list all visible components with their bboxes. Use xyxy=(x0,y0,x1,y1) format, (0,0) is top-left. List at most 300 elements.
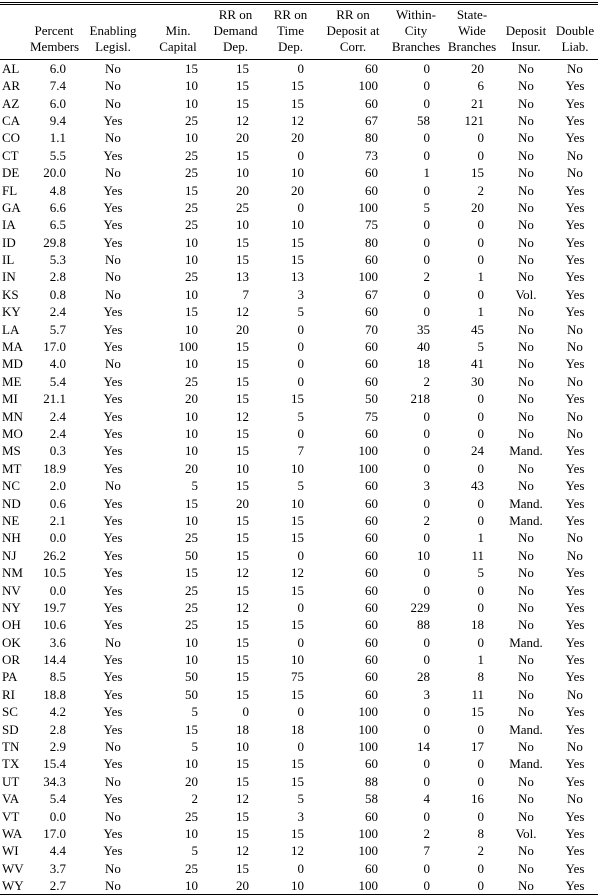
state-wide-cell: 20 xyxy=(471,199,484,215)
percent-members-cell: 19.7 xyxy=(43,599,66,615)
min-capital-cell: 25 xyxy=(185,860,198,876)
rr-demand-cell: 15 xyxy=(236,808,249,824)
deposit-insur-cell: No xyxy=(518,808,534,824)
deposit-insur-cell: Vol. xyxy=(515,825,537,841)
double-liab-cell: Yes xyxy=(565,512,585,528)
enabling-legisl-cell: No xyxy=(105,356,121,372)
state-wide-cell: 21 xyxy=(471,95,484,111)
percent-members-cell: 4.2 xyxy=(49,704,66,720)
state-cell: MD xyxy=(2,356,23,372)
rr-time-cell: 10 xyxy=(291,652,304,668)
rr-corr-cell: 60 xyxy=(365,582,378,598)
state-wide-cell: 1 xyxy=(477,530,484,546)
percent-members-cell: 17.0 xyxy=(43,825,66,841)
rr-time-cell: 15 xyxy=(291,582,304,598)
table-body xyxy=(0,60,598,895)
state-cell: PA xyxy=(2,669,18,685)
rr-time-cell: 0 xyxy=(297,61,304,76)
percent-members-cell: 6.5 xyxy=(49,217,66,233)
rr-corr-cell: 60 xyxy=(365,165,378,181)
within-city-cell: 0 xyxy=(423,217,430,233)
within-city-cell: 0 xyxy=(423,182,430,198)
enabling-legisl-cell: No xyxy=(105,739,121,755)
rr-demand-cell: 15 xyxy=(236,547,249,563)
rr-demand-cell: 12 xyxy=(236,599,249,615)
column-header-rr-corr xyxy=(318,4,388,60)
rr-time-cell: 0 xyxy=(297,339,304,355)
table-row xyxy=(0,634,598,651)
column-header-line: Branches xyxy=(447,39,497,54)
rr-time-cell: 10 xyxy=(291,495,304,511)
column-header-line: Branches xyxy=(391,39,441,54)
state-wide-cell: 2 xyxy=(477,182,484,198)
rr-demand-cell: 15 xyxy=(236,234,249,250)
enabling-legisl-cell: No xyxy=(105,78,121,94)
rr-demand-cell: 15 xyxy=(236,669,249,685)
column-header-state xyxy=(0,4,30,60)
within-city-cell: 3 xyxy=(423,686,430,702)
table-row xyxy=(0,460,598,477)
double-liab-cell: Yes xyxy=(565,704,585,720)
percent-members-cell: 18.8 xyxy=(43,686,66,702)
deposit-insur-cell: Mand. xyxy=(509,443,543,459)
rr-time-cell: 0 xyxy=(297,704,304,720)
double-liab-cell: Yes xyxy=(565,825,585,841)
rr-corr-cell: 100 xyxy=(358,269,378,285)
percent-members-cell: 3.7 xyxy=(49,860,66,876)
state-wide-cell: 15 xyxy=(471,165,484,181)
rr-corr-cell: 67 xyxy=(365,112,378,128)
min-capital-cell: 25 xyxy=(185,582,198,598)
percent-members-cell: 34.3 xyxy=(43,773,66,789)
table-row xyxy=(0,129,598,146)
state-cell: TX xyxy=(2,756,20,772)
rr-demand-cell: 15 xyxy=(236,756,249,772)
enabling-legisl-cell: Yes xyxy=(103,234,123,250)
state-wide-cell: 0 xyxy=(477,808,484,824)
deposit-insur-cell: No xyxy=(518,165,534,181)
deposit-insur-cell: No xyxy=(518,617,534,633)
rr-corr-cell: 100 xyxy=(358,460,378,476)
state-cell: MO xyxy=(2,426,23,441)
percent-members-cell: 5.5 xyxy=(49,147,66,163)
state-wide-cell: 2 xyxy=(477,843,484,859)
rr-corr-cell: 60 xyxy=(365,495,378,511)
percent-members-cell: 10.6 xyxy=(43,617,66,633)
table-row xyxy=(0,651,598,668)
percent-members-cell: 2.8 xyxy=(49,269,66,285)
rr-demand-cell: 15 xyxy=(236,443,249,459)
table-row xyxy=(0,338,598,355)
min-capital-cell: 25 xyxy=(185,530,198,546)
within-city-cell: 14 xyxy=(417,739,430,755)
within-city-cell: 40 xyxy=(417,339,430,355)
rr-demand-cell: 12 xyxy=(236,304,249,320)
rr-time-cell: 5 xyxy=(297,304,304,320)
rr-time-cell: 12 xyxy=(291,565,304,581)
enabling-legisl-cell: No xyxy=(105,269,121,285)
state-cell: VT xyxy=(2,808,20,824)
percent-members-cell: 15.4 xyxy=(43,756,66,772)
within-city-cell: 88 xyxy=(417,617,430,633)
rr-demand-cell: 15 xyxy=(236,252,249,268)
table-row xyxy=(0,529,598,546)
deposit-insur-cell: No xyxy=(518,478,534,494)
rr-demand-cell: 15 xyxy=(236,860,249,876)
table-row xyxy=(0,234,598,251)
rr-corr-cell: 60 xyxy=(365,530,378,546)
table-row xyxy=(0,199,598,216)
column-header-line: Capital xyxy=(159,39,197,54)
rr-demand-cell: 10 xyxy=(236,165,249,181)
deposit-insur-cell: No xyxy=(518,199,534,215)
column-header-line: RR on xyxy=(336,7,370,22)
table-row xyxy=(0,877,598,895)
rr-demand-cell: 7 xyxy=(242,286,249,302)
percent-members-cell: 5.3 xyxy=(49,252,66,268)
deposit-insur-cell: No xyxy=(518,547,534,563)
deposit-insur-cell: No xyxy=(518,391,534,407)
rr-time-cell: 0 xyxy=(297,356,304,372)
column-header-enabling-legisl xyxy=(78,4,148,60)
deposit-insur-cell: No xyxy=(518,791,534,807)
double-liab-cell: Yes xyxy=(565,756,585,772)
min-capital-cell: 25 xyxy=(185,217,198,233)
double-liab-cell: Yes xyxy=(565,843,585,859)
enabling-legisl-cell: Yes xyxy=(103,512,123,528)
min-capital-cell: 10 xyxy=(185,408,198,424)
rr-time-cell: 15 xyxy=(291,252,304,268)
rr-corr-cell: 100 xyxy=(358,843,378,859)
percent-members-cell: 6.0 xyxy=(49,61,66,76)
rr-demand-cell: 18 xyxy=(236,721,249,737)
table-row xyxy=(0,564,598,581)
deposit-insur-cell: No xyxy=(518,61,534,76)
min-capital-cell: 15 xyxy=(185,495,198,511)
within-city-cell: 2 xyxy=(423,269,430,285)
rr-demand-cell: 12 xyxy=(236,791,249,807)
state-cell: FL xyxy=(2,182,18,198)
state-wide-cell: 0 xyxy=(477,721,484,737)
rr-corr-cell: 60 xyxy=(365,599,378,615)
min-capital-cell: 20 xyxy=(185,391,198,407)
column-header-rr-time xyxy=(263,4,318,60)
table-row xyxy=(0,77,598,94)
state-cell: NH xyxy=(2,530,21,546)
percent-members-cell: 1.1 xyxy=(49,130,66,146)
percent-members-cell: 2.7 xyxy=(49,877,66,893)
rr-corr-cell: 60 xyxy=(365,756,378,772)
rr-time-cell: 20 xyxy=(291,182,304,198)
rr-demand-cell: 15 xyxy=(236,478,249,494)
table-row xyxy=(0,842,598,859)
rr-corr-cell: 60 xyxy=(365,652,378,668)
within-city-cell: 0 xyxy=(423,286,430,302)
rr-corr-cell: 60 xyxy=(365,252,378,268)
rr-corr-cell: 60 xyxy=(365,426,378,441)
column-header-line: Percent xyxy=(34,23,74,38)
within-city-cell: 3 xyxy=(423,478,430,494)
column-header-within-city xyxy=(388,4,444,60)
min-capital-cell: 20 xyxy=(185,460,198,476)
rr-time-cell: 0 xyxy=(297,739,304,755)
double-liab-cell: Yes xyxy=(565,860,585,876)
table-row xyxy=(0,425,598,442)
deposit-insur-cell: No xyxy=(518,217,534,233)
rr-demand-cell: 15 xyxy=(236,634,249,650)
min-capital-cell: 5 xyxy=(191,478,198,494)
within-city-cell: 0 xyxy=(423,773,430,789)
rr-corr-cell: 60 xyxy=(365,565,378,581)
enabling-legisl-cell: Yes xyxy=(103,217,123,233)
rr-demand-cell: 13 xyxy=(236,269,249,285)
rr-time-cell: 12 xyxy=(291,843,304,859)
percent-members-cell: 29.8 xyxy=(43,234,66,250)
state-wide-cell: 0 xyxy=(477,582,484,598)
within-city-cell: 0 xyxy=(423,565,430,581)
enabling-legisl-cell: Yes xyxy=(103,843,123,859)
rr-corr-cell: 58 xyxy=(365,791,378,807)
column-header-line: Wide xyxy=(458,23,486,38)
state-cell: NE xyxy=(2,512,20,528)
column-header-min-capital xyxy=(148,4,208,60)
table-row xyxy=(0,738,598,755)
rr-corr-cell: 88 xyxy=(365,773,378,789)
within-city-cell: 18 xyxy=(417,356,430,372)
column-header-state-wide xyxy=(444,4,500,60)
rr-time-cell: 15 xyxy=(291,756,304,772)
double-liab-cell: Yes xyxy=(565,356,585,372)
percent-members-cell: 0.0 xyxy=(49,530,66,546)
state-wide-cell: 1 xyxy=(477,269,484,285)
min-capital-cell: 15 xyxy=(185,721,198,737)
rr-corr-cell: 60 xyxy=(365,356,378,372)
double-liab-cell: Yes xyxy=(565,773,585,789)
rr-demand-cell: 15 xyxy=(236,773,249,789)
double-liab-cell: No xyxy=(567,547,583,563)
table-row xyxy=(0,825,598,842)
table-row xyxy=(0,494,598,511)
deposit-insur-cell: No xyxy=(518,112,534,128)
rr-time-cell: 12 xyxy=(291,112,304,128)
enabling-legisl-cell: Yes xyxy=(103,112,123,128)
enabling-legisl-cell: Yes xyxy=(103,373,123,389)
rr-demand-cell: 12 xyxy=(236,408,249,424)
within-city-cell: 0 xyxy=(423,426,430,441)
enabling-legisl-cell: No xyxy=(105,877,121,893)
table-row xyxy=(0,668,598,685)
double-liab-cell: Yes xyxy=(565,565,585,581)
state-wide-cell: 0 xyxy=(477,217,484,233)
rr-demand-cell: 12 xyxy=(236,565,249,581)
double-liab-cell: Yes xyxy=(565,78,585,94)
table-header-row xyxy=(0,4,598,60)
column-header-line: Deposit xyxy=(505,23,547,38)
rr-time-cell: 13 xyxy=(291,269,304,285)
enabling-legisl-cell: Yes xyxy=(103,721,123,737)
percent-members-cell: 6.0 xyxy=(49,95,66,111)
within-city-cell: 229 xyxy=(410,599,430,615)
min-capital-cell: 25 xyxy=(185,617,198,633)
rr-corr-cell: 60 xyxy=(365,373,378,389)
within-city-cell: 0 xyxy=(423,877,430,893)
enabling-legisl-cell: Yes xyxy=(103,756,123,772)
rr-time-cell: 75 xyxy=(291,669,304,685)
within-city-cell: 2 xyxy=(423,373,430,389)
double-liab-cell: No xyxy=(567,61,583,76)
double-liab-cell: No xyxy=(567,339,583,355)
enabling-legisl-cell: No xyxy=(105,478,121,494)
deposit-insur-cell: No xyxy=(518,582,534,598)
state-cell: NV xyxy=(2,582,21,598)
rr-corr-cell: 100 xyxy=(358,199,378,215)
within-city-cell: 10 xyxy=(417,547,430,563)
percent-members-cell: 2.4 xyxy=(49,304,66,320)
column-header-rr-demand xyxy=(208,4,263,60)
rr-time-cell: 15 xyxy=(291,78,304,94)
rr-demand-cell: 20 xyxy=(236,321,249,337)
table-row xyxy=(0,373,598,390)
rr-corr-cell: 60 xyxy=(365,669,378,685)
state-cell: KS xyxy=(2,286,19,302)
percent-members-cell: 3.6 xyxy=(49,634,66,650)
percent-members-cell: 2.4 xyxy=(49,426,66,441)
state-cell: TN xyxy=(2,739,20,755)
min-capital-cell: 10 xyxy=(185,95,198,111)
rr-time-cell: 20 xyxy=(291,130,304,146)
rr-demand-cell: 20 xyxy=(236,182,249,198)
min-capital-cell: 100 xyxy=(178,339,198,355)
table-row xyxy=(0,442,598,459)
state-wide-cell: 20 xyxy=(471,61,484,76)
enabling-legisl-cell: Yes xyxy=(103,565,123,581)
state-cell: AR xyxy=(2,78,21,94)
min-capital-cell: 10 xyxy=(185,234,198,250)
min-capital-cell: 10 xyxy=(185,286,198,302)
rr-demand-cell: 15 xyxy=(236,373,249,389)
enabling-legisl-cell: Yes xyxy=(103,391,123,407)
double-liab-cell: Yes xyxy=(565,269,585,285)
within-city-cell: 0 xyxy=(423,95,430,111)
enabling-legisl-cell: No xyxy=(105,808,121,824)
deposit-insur-cell: No xyxy=(518,599,534,615)
state-cell: IA xyxy=(2,217,16,233)
state-wide-cell: 30 xyxy=(471,373,484,389)
deposit-insur-cell: No xyxy=(518,269,534,285)
table-row xyxy=(0,755,598,772)
min-capital-cell: 20 xyxy=(185,773,198,789)
within-city-cell: 0 xyxy=(423,495,430,511)
rr-demand-cell: 20 xyxy=(236,130,249,146)
rr-demand-cell: 15 xyxy=(236,95,249,111)
rr-time-cell: 18 xyxy=(291,721,304,737)
deposit-insur-cell: Mand. xyxy=(509,512,543,528)
state-cell: MS xyxy=(2,443,21,459)
within-city-cell: 35 xyxy=(417,321,430,337)
percent-members-cell: 26.2 xyxy=(43,547,66,563)
min-capital-cell: 25 xyxy=(185,147,198,163)
column-header-line: Time xyxy=(277,23,304,38)
column-header-line: Demand xyxy=(213,23,258,38)
state-cell: CA xyxy=(2,112,21,128)
double-liab-cell: Yes xyxy=(565,478,585,494)
deposit-insur-cell: No xyxy=(518,252,534,268)
double-liab-cell: Yes xyxy=(565,877,585,893)
min-capital-cell: 10 xyxy=(185,252,198,268)
column-header-line: Min. xyxy=(165,23,191,38)
rr-demand-cell: 15 xyxy=(236,686,249,702)
rr-demand-cell: 15 xyxy=(236,617,249,633)
rr-time-cell: 15 xyxy=(291,686,304,702)
deposit-insur-cell: No xyxy=(518,373,534,389)
enabling-legisl-cell: Yes xyxy=(103,443,123,459)
rr-corr-cell: 80 xyxy=(365,234,378,250)
min-capital-cell: 10 xyxy=(185,512,198,528)
state-cell: OH xyxy=(2,617,21,633)
table-row xyxy=(0,286,598,303)
rr-corr-cell: 73 xyxy=(365,147,378,163)
column-header-line: City xyxy=(404,23,428,38)
min-capital-cell: 25 xyxy=(185,808,198,824)
rr-time-cell: 5 xyxy=(297,478,304,494)
state-wide-cell: 17 xyxy=(471,739,484,755)
state-cell: MI xyxy=(2,391,18,407)
table-row xyxy=(0,581,598,598)
percent-members-cell: 17.0 xyxy=(43,339,66,355)
table-row xyxy=(0,407,598,424)
state-wide-cell: 0 xyxy=(477,252,484,268)
state-wide-cell: 0 xyxy=(477,599,484,615)
state-wide-cell: 0 xyxy=(477,130,484,146)
rr-demand-cell: 15 xyxy=(236,512,249,528)
double-liab-cell: Yes xyxy=(565,112,585,128)
percent-members-cell: 2.4 xyxy=(49,408,66,424)
state-cell: WV xyxy=(2,860,24,876)
state-wide-cell: 121 xyxy=(464,112,484,128)
deposit-insur-cell: No xyxy=(518,460,534,476)
double-liab-cell: Yes xyxy=(565,391,585,407)
deposit-insur-cell: No xyxy=(518,860,534,876)
state-wide-cell: 0 xyxy=(477,495,484,511)
double-liab-cell: No xyxy=(567,373,583,389)
state-wide-cell: 0 xyxy=(477,634,484,650)
state-wide-cell: 0 xyxy=(477,756,484,772)
double-liab-cell: Yes xyxy=(565,599,585,615)
deposit-insur-cell: No xyxy=(518,304,534,320)
state-wide-cell: 0 xyxy=(477,773,484,789)
table-row xyxy=(0,547,598,564)
state-cell: MT xyxy=(2,460,22,476)
table-row xyxy=(0,807,598,824)
double-liab-cell: No xyxy=(567,408,583,424)
min-capital-cell: 10 xyxy=(185,426,198,441)
within-city-cell: 0 xyxy=(423,634,430,650)
percent-members-cell: 0.8 xyxy=(49,286,66,302)
rr-corr-cell: 60 xyxy=(365,512,378,528)
state-wide-cell: 15 xyxy=(471,704,484,720)
rr-time-cell: 15 xyxy=(291,234,304,250)
column-header-line: RR on xyxy=(273,7,308,22)
rr-time-cell: 10 xyxy=(291,460,304,476)
within-city-cell: 7 xyxy=(423,843,430,859)
deposit-insur-cell: No xyxy=(518,321,534,337)
state-wide-cell: 0 xyxy=(477,512,484,528)
double-liab-cell: Yes xyxy=(565,617,585,633)
rr-demand-cell: 10 xyxy=(236,739,249,755)
rr-time-cell: 10 xyxy=(291,217,304,233)
min-capital-cell: 25 xyxy=(185,112,198,128)
within-city-cell: 0 xyxy=(423,860,430,876)
